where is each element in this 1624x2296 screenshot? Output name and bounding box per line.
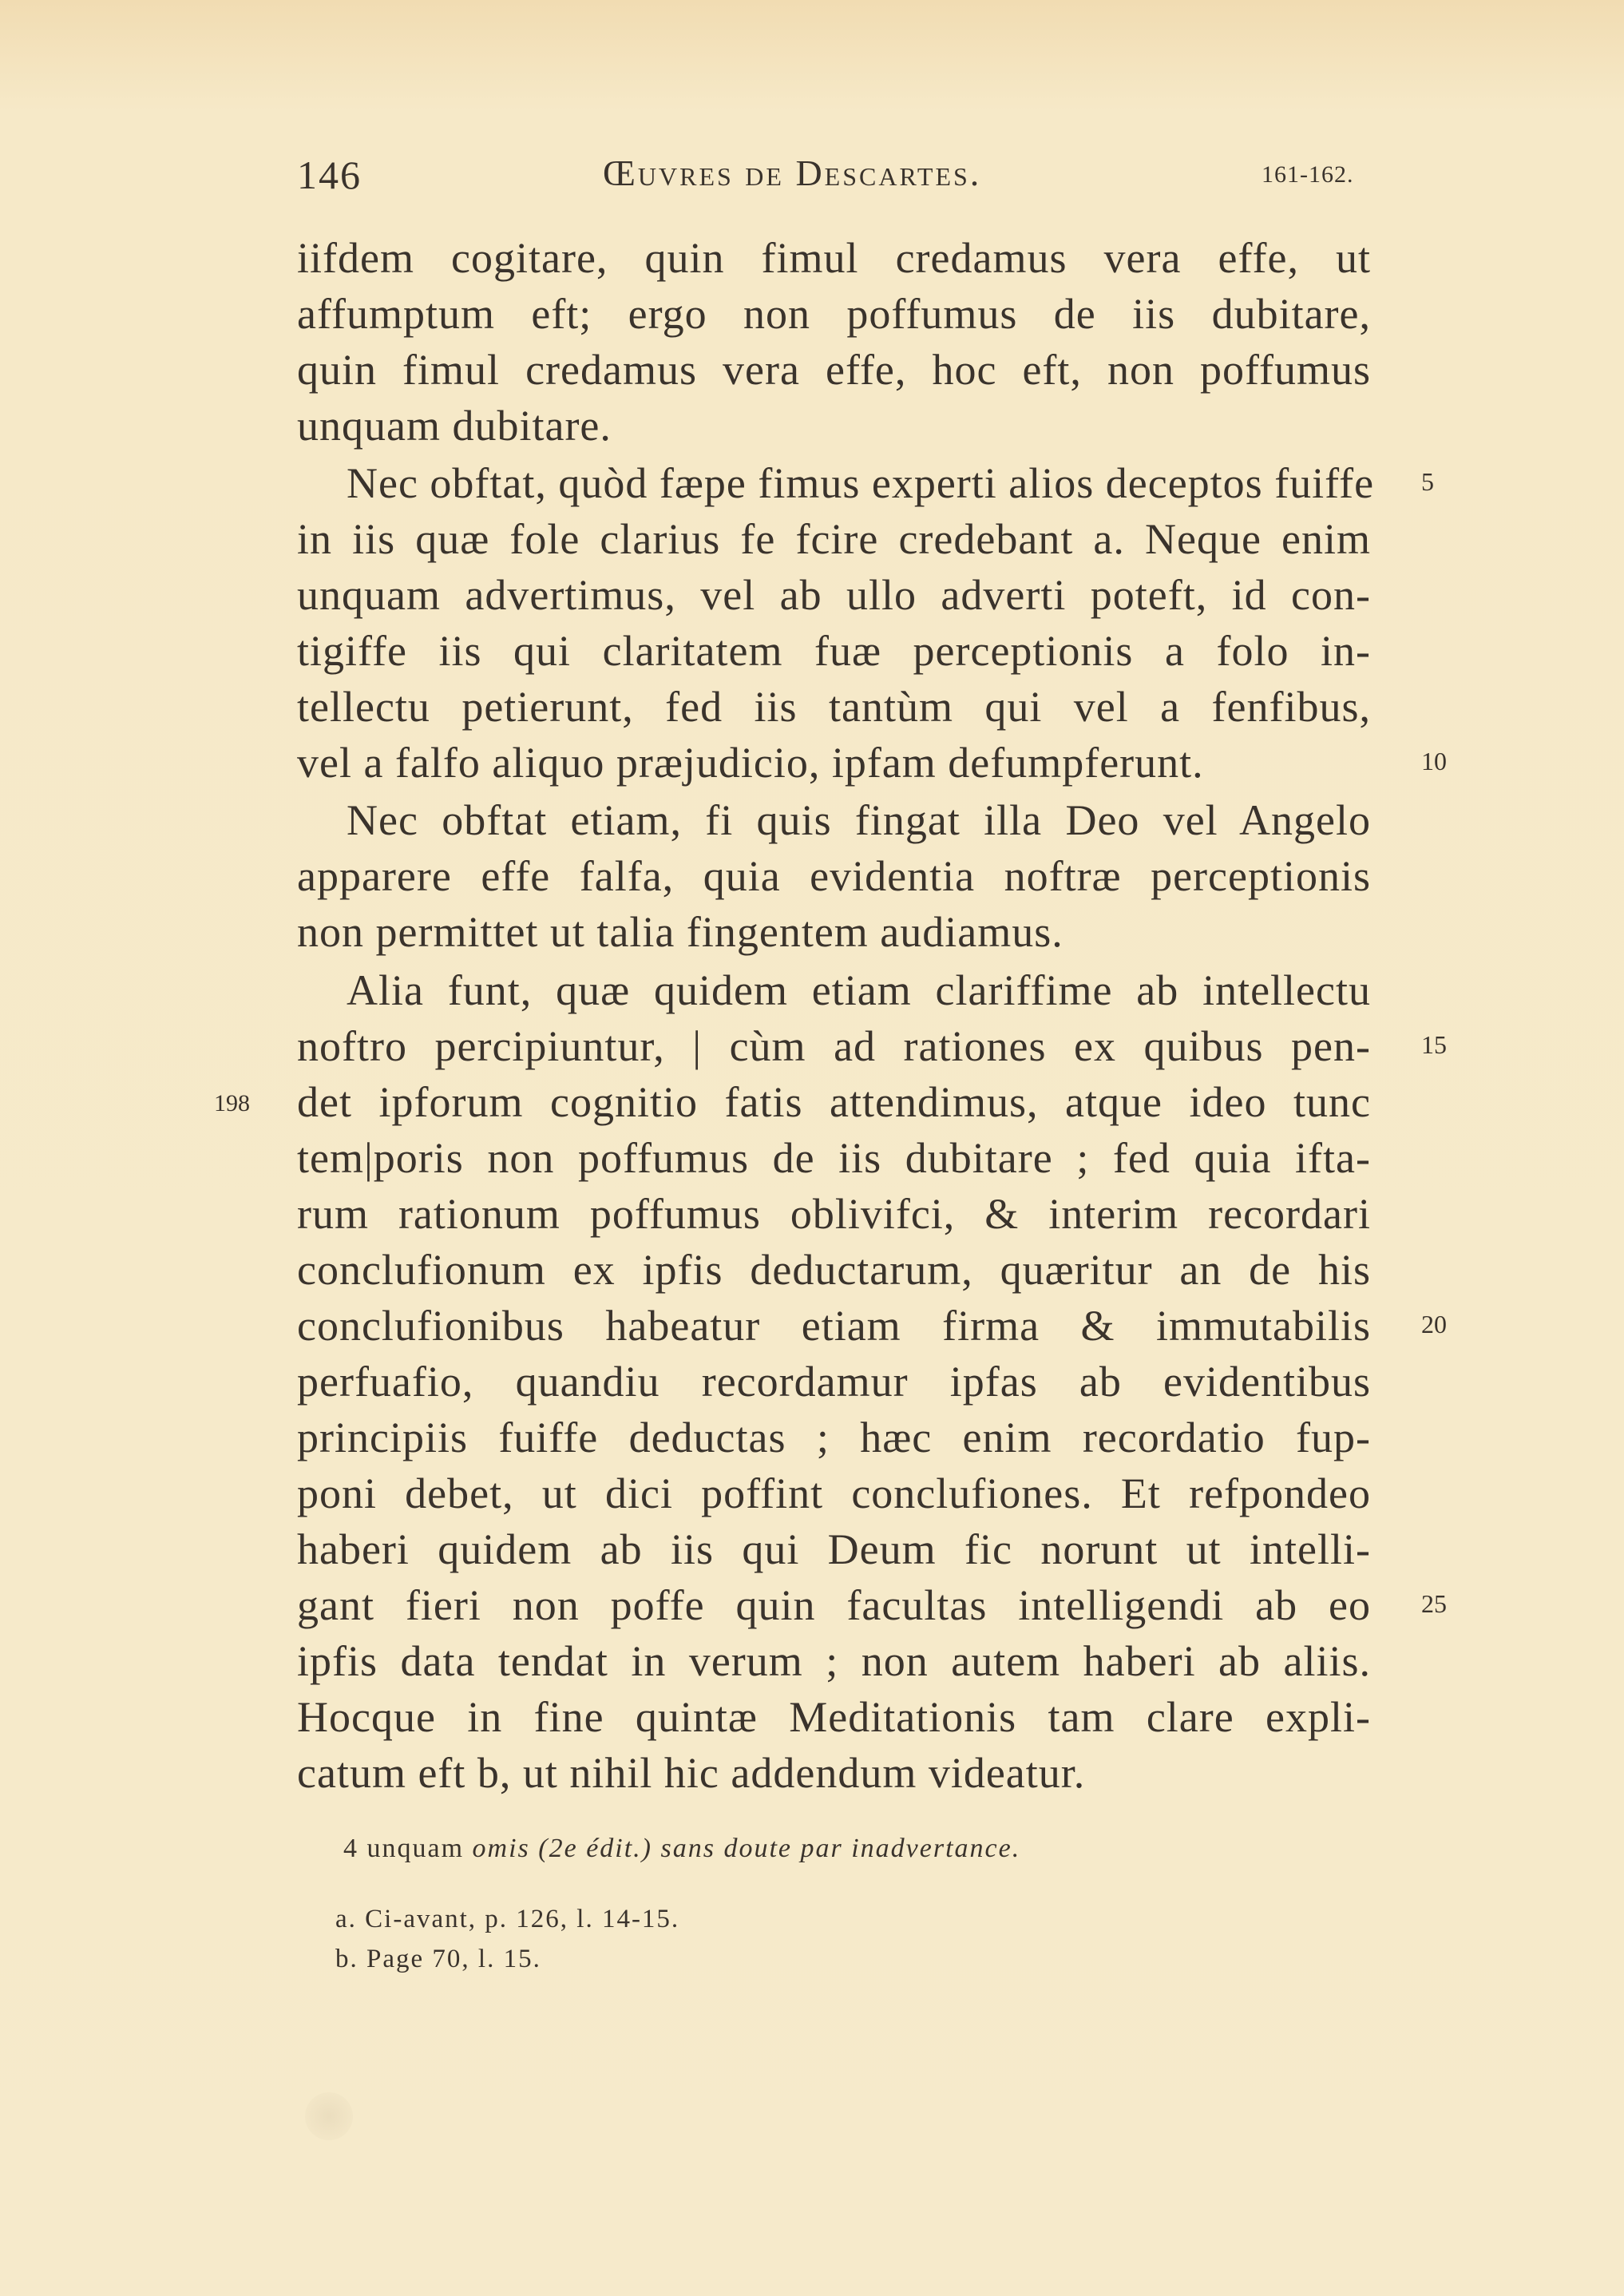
text-line: non permittet ut talia fingentem audiamus.	[297, 908, 1064, 956]
edition-page-range: 161-162.	[1262, 161, 1354, 188]
text-line: Nec obftat, quòd fæpe fimus experti alios deceptos fuiffe	[347, 459, 1375, 507]
variant-note-italic: omis (2e édit.) sans doute par inadvertance.	[472, 1834, 1021, 1863]
text-line: ipfis data tendat in verum ; non autem haberi ab aliis.	[297, 1637, 1371, 1685]
text-line: vel a falfo aliquo præjudicio, ipfam defumpferunt.	[297, 739, 1204, 787]
running-header	[0, 152, 1624, 200]
text-line: unquam advertimus, vel ab ullo adverti poteft, id con-	[297, 571, 1371, 619]
line-number: 10	[1421, 747, 1447, 775]
text-line: iifdem cogitare, quin fimul credamus vera effe, ut	[297, 234, 1371, 282]
text-line: in iis quæ fole clarius fe fcire credebant a. Neque enim	[297, 515, 1371, 563]
text-line: affumptum eft; ergo non poffumus de iis dubitare,	[297, 290, 1371, 338]
text-line: principiis fuiffe deductas ; hæc enim recordatio fup-	[297, 1414, 1371, 1461]
text-line: rum rationum poffumus oblivifci, & interim recordari	[297, 1190, 1371, 1238]
page-number: 146	[297, 153, 362, 197]
text-line: noftro percipiuntur, | cùm ad rationes ex quibus pen-	[297, 1022, 1371, 1070]
text-line: unquam dubitare.	[297, 402, 612, 450]
text-line: tigiffe iis qui claritatem fuæ perceptionis a folo in-	[297, 627, 1371, 675]
text-line: conclufionibus habeatur etiam firma & immutabilis	[297, 1302, 1371, 1350]
text-line: haberi quidem ab iis qui Deum fic norunt ut intelli-	[297, 1525, 1371, 1573]
paper-smudge	[305, 2092, 353, 2140]
text-line: Nec obftat etiam, fi quis fingat illa Deo vel Angelo	[347, 796, 1371, 844]
text-line: tellectu petierunt, fed iis tantùm qui vel a fenfibus,	[297, 683, 1371, 731]
text-line: gant fieri non poffe quin facultas intelligendi ab eo	[297, 1581, 1371, 1629]
text-line: apparere effe falfa, quia evidentia noftræ perceptionis	[297, 852, 1371, 900]
footnote: b. Page 70, l. 15.	[335, 1945, 541, 1973]
variant-note	[343, 1834, 1020, 1864]
text-line: conclufionum ex ipfis deductarum, quæritur an de his	[297, 1246, 1371, 1294]
text-line: quin fimul credamus vera effe, hoc eft, non poffumus	[297, 346, 1371, 394]
margin-page-reference: 198	[214, 1090, 250, 1116]
variant-note-prefix: 4 unquam	[343, 1834, 473, 1863]
text-line: det ipforum cognitio fatis attendimus, atque ideo tunc	[297, 1078, 1371, 1126]
line-number: 5	[1421, 467, 1434, 496]
text-line: Hocque in fine quintæ Meditationis tam clare expli-	[297, 1693, 1371, 1741]
line-number: 15	[1421, 1030, 1447, 1059]
line-number: 20	[1421, 1310, 1447, 1338]
text-line: tem|poris non poffumus de iis dubitare ; fed quia ifta-	[297, 1134, 1371, 1182]
text-line: catum eft b, ut nihil hic addendum videatur.	[297, 1749, 1086, 1797]
text-line: perfuafio, quandiu recordamur ipfas ab evidentibus	[297, 1358, 1371, 1406]
text-line: poni debet, ut dici poffint conclufiones. Et refpondeo	[297, 1469, 1371, 1517]
running-title: Œuvres de Descartes.	[603, 153, 982, 193]
line-number: 25	[1421, 1589, 1447, 1618]
footnote: a. Ci-avant, p. 126, l. 14-15.	[335, 1905, 680, 1933]
text-line: Alia funt, quæ quidem etiam clariffime ab intellectu	[347, 966, 1371, 1014]
